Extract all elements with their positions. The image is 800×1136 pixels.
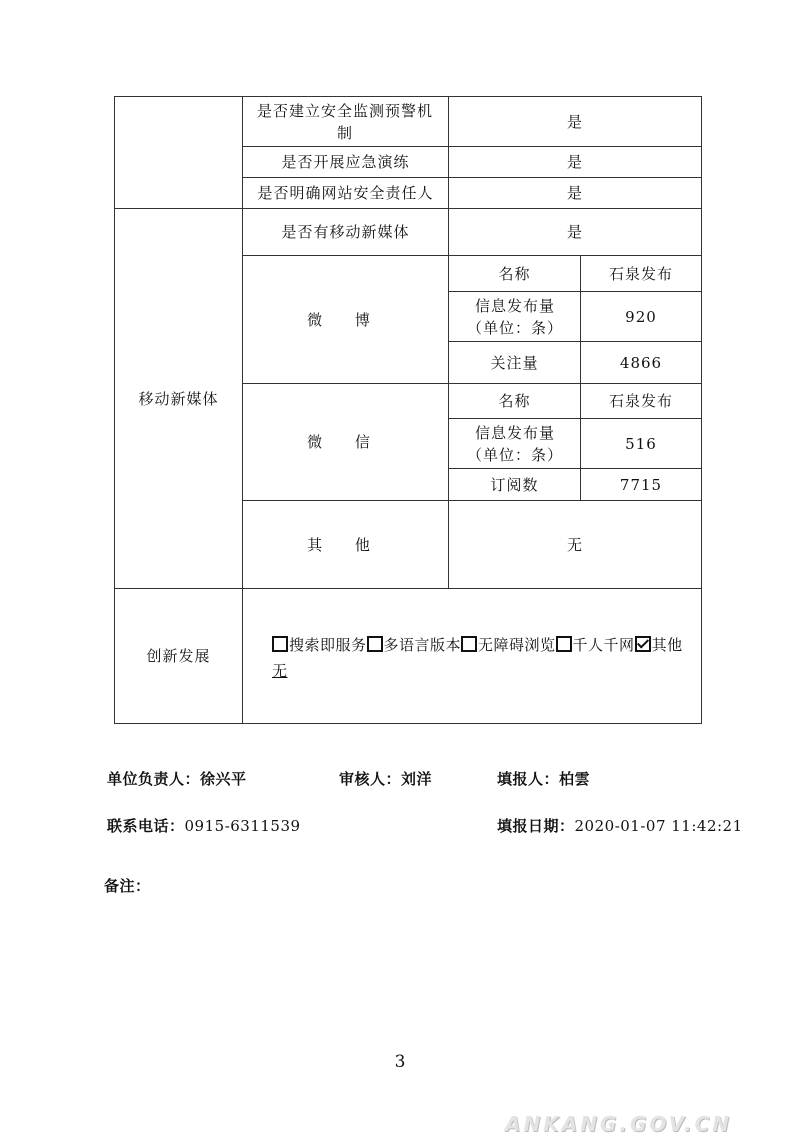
wechat-posts-label: 信息发布量（单位：条）	[466, 423, 563, 464]
emergency-drill-label: 是否开展应急演练	[281, 153, 410, 171]
wechat-subscribers-value: 7715	[619, 475, 663, 494]
has-mobile-media-value: 是	[566, 223, 583, 241]
unit-head-value: 徐兴平	[200, 770, 247, 788]
wechat-subscribers-label: 订阅数	[490, 475, 539, 494]
reviewer-label: 审核人：	[339, 770, 402, 788]
phone-value: 0915-6311539	[184, 817, 301, 835]
option-other[interactable]	[635, 636, 683, 654]
checkbox-unchecked-icon[interactable]	[556, 636, 572, 652]
option-personalized[interactable]	[556, 636, 635, 654]
security-responsible-value: 是	[566, 184, 583, 202]
filler	[497, 768, 590, 789]
option-label: 其他	[651, 636, 683, 654]
warning-mechanism-value: 是	[566, 112, 583, 131]
innovation-section-label: 创新发展	[146, 647, 211, 665]
option-accessibility[interactable]	[461, 636, 556, 654]
filler-value: 柏雲	[559, 770, 591, 788]
mobile-media-section-label: 移动新媒体	[138, 389, 219, 408]
other-media-value: 无	[566, 535, 583, 554]
security-responsible-label: 是否明确网站安全责任人	[257, 184, 434, 202]
weibo-label: 微 博	[307, 310, 384, 329]
table-line	[701, 96, 702, 724]
option-search-as-service[interactable]	[272, 636, 367, 654]
option-label: 无障碍浏览	[478, 636, 556, 654]
wechat-name-value: 石泉发布	[608, 392, 673, 410]
unit-head-label: 单位负责人：	[107, 770, 201, 788]
option-label: 多语言版本	[383, 636, 462, 654]
weibo-posts-label: 信息发布量（单位：条）	[466, 296, 563, 337]
innovation-options	[272, 632, 702, 684]
weibo-name-label: 名称	[498, 264, 531, 283]
option-label: 千人千网	[572, 636, 635, 654]
innovation-other-text: 无	[272, 662, 288, 680]
other-media-label: 其 他	[307, 535, 384, 554]
phone-label: 联系电话：	[107, 817, 185, 835]
checkbox-unchecked-icon[interactable]	[367, 636, 383, 652]
option-multilingual[interactable]	[367, 636, 462, 654]
contact-phone	[107, 815, 301, 836]
weibo-followers-value: 4866	[619, 353, 663, 372]
fill-date	[497, 815, 743, 836]
table-line	[114, 723, 702, 724]
remarks-label: 备注：	[104, 877, 151, 895]
checkbox-checked-icon[interactable]	[635, 636, 651, 652]
reviewer-value: 刘洋	[401, 770, 433, 788]
filler-label: 填报人：	[497, 770, 560, 788]
checkbox-unchecked-icon[interactable]	[461, 636, 477, 652]
emergency-drill-value: 是	[566, 153, 583, 171]
weibo-name-value: 石泉发布	[608, 264, 673, 283]
has-mobile-media-label: 是否有移动新媒体	[281, 223, 410, 241]
wechat-label: 微 信	[307, 433, 384, 451]
site-watermark: ANKANG.GOV.CN	[505, 1112, 733, 1136]
option-label: 搜索即服务	[289, 636, 367, 654]
date-value: 2020-01-07 11:42:21	[574, 817, 743, 835]
checkbox-unchecked-icon[interactable]	[272, 636, 288, 652]
wechat-posts-value: 516	[625, 434, 657, 453]
date-label: 填报日期：	[497, 817, 575, 835]
reviewer	[339, 768, 432, 789]
weibo-followers-label: 关注量	[490, 353, 539, 372]
page-number: 3	[394, 1052, 406, 1072]
unit-head	[107, 768, 247, 789]
wechat-name-label: 名称	[498, 392, 531, 410]
weibo-posts-value: 920	[625, 307, 657, 326]
warning-mechanism-label: 是否建立安全监测预警机制	[256, 101, 433, 142]
